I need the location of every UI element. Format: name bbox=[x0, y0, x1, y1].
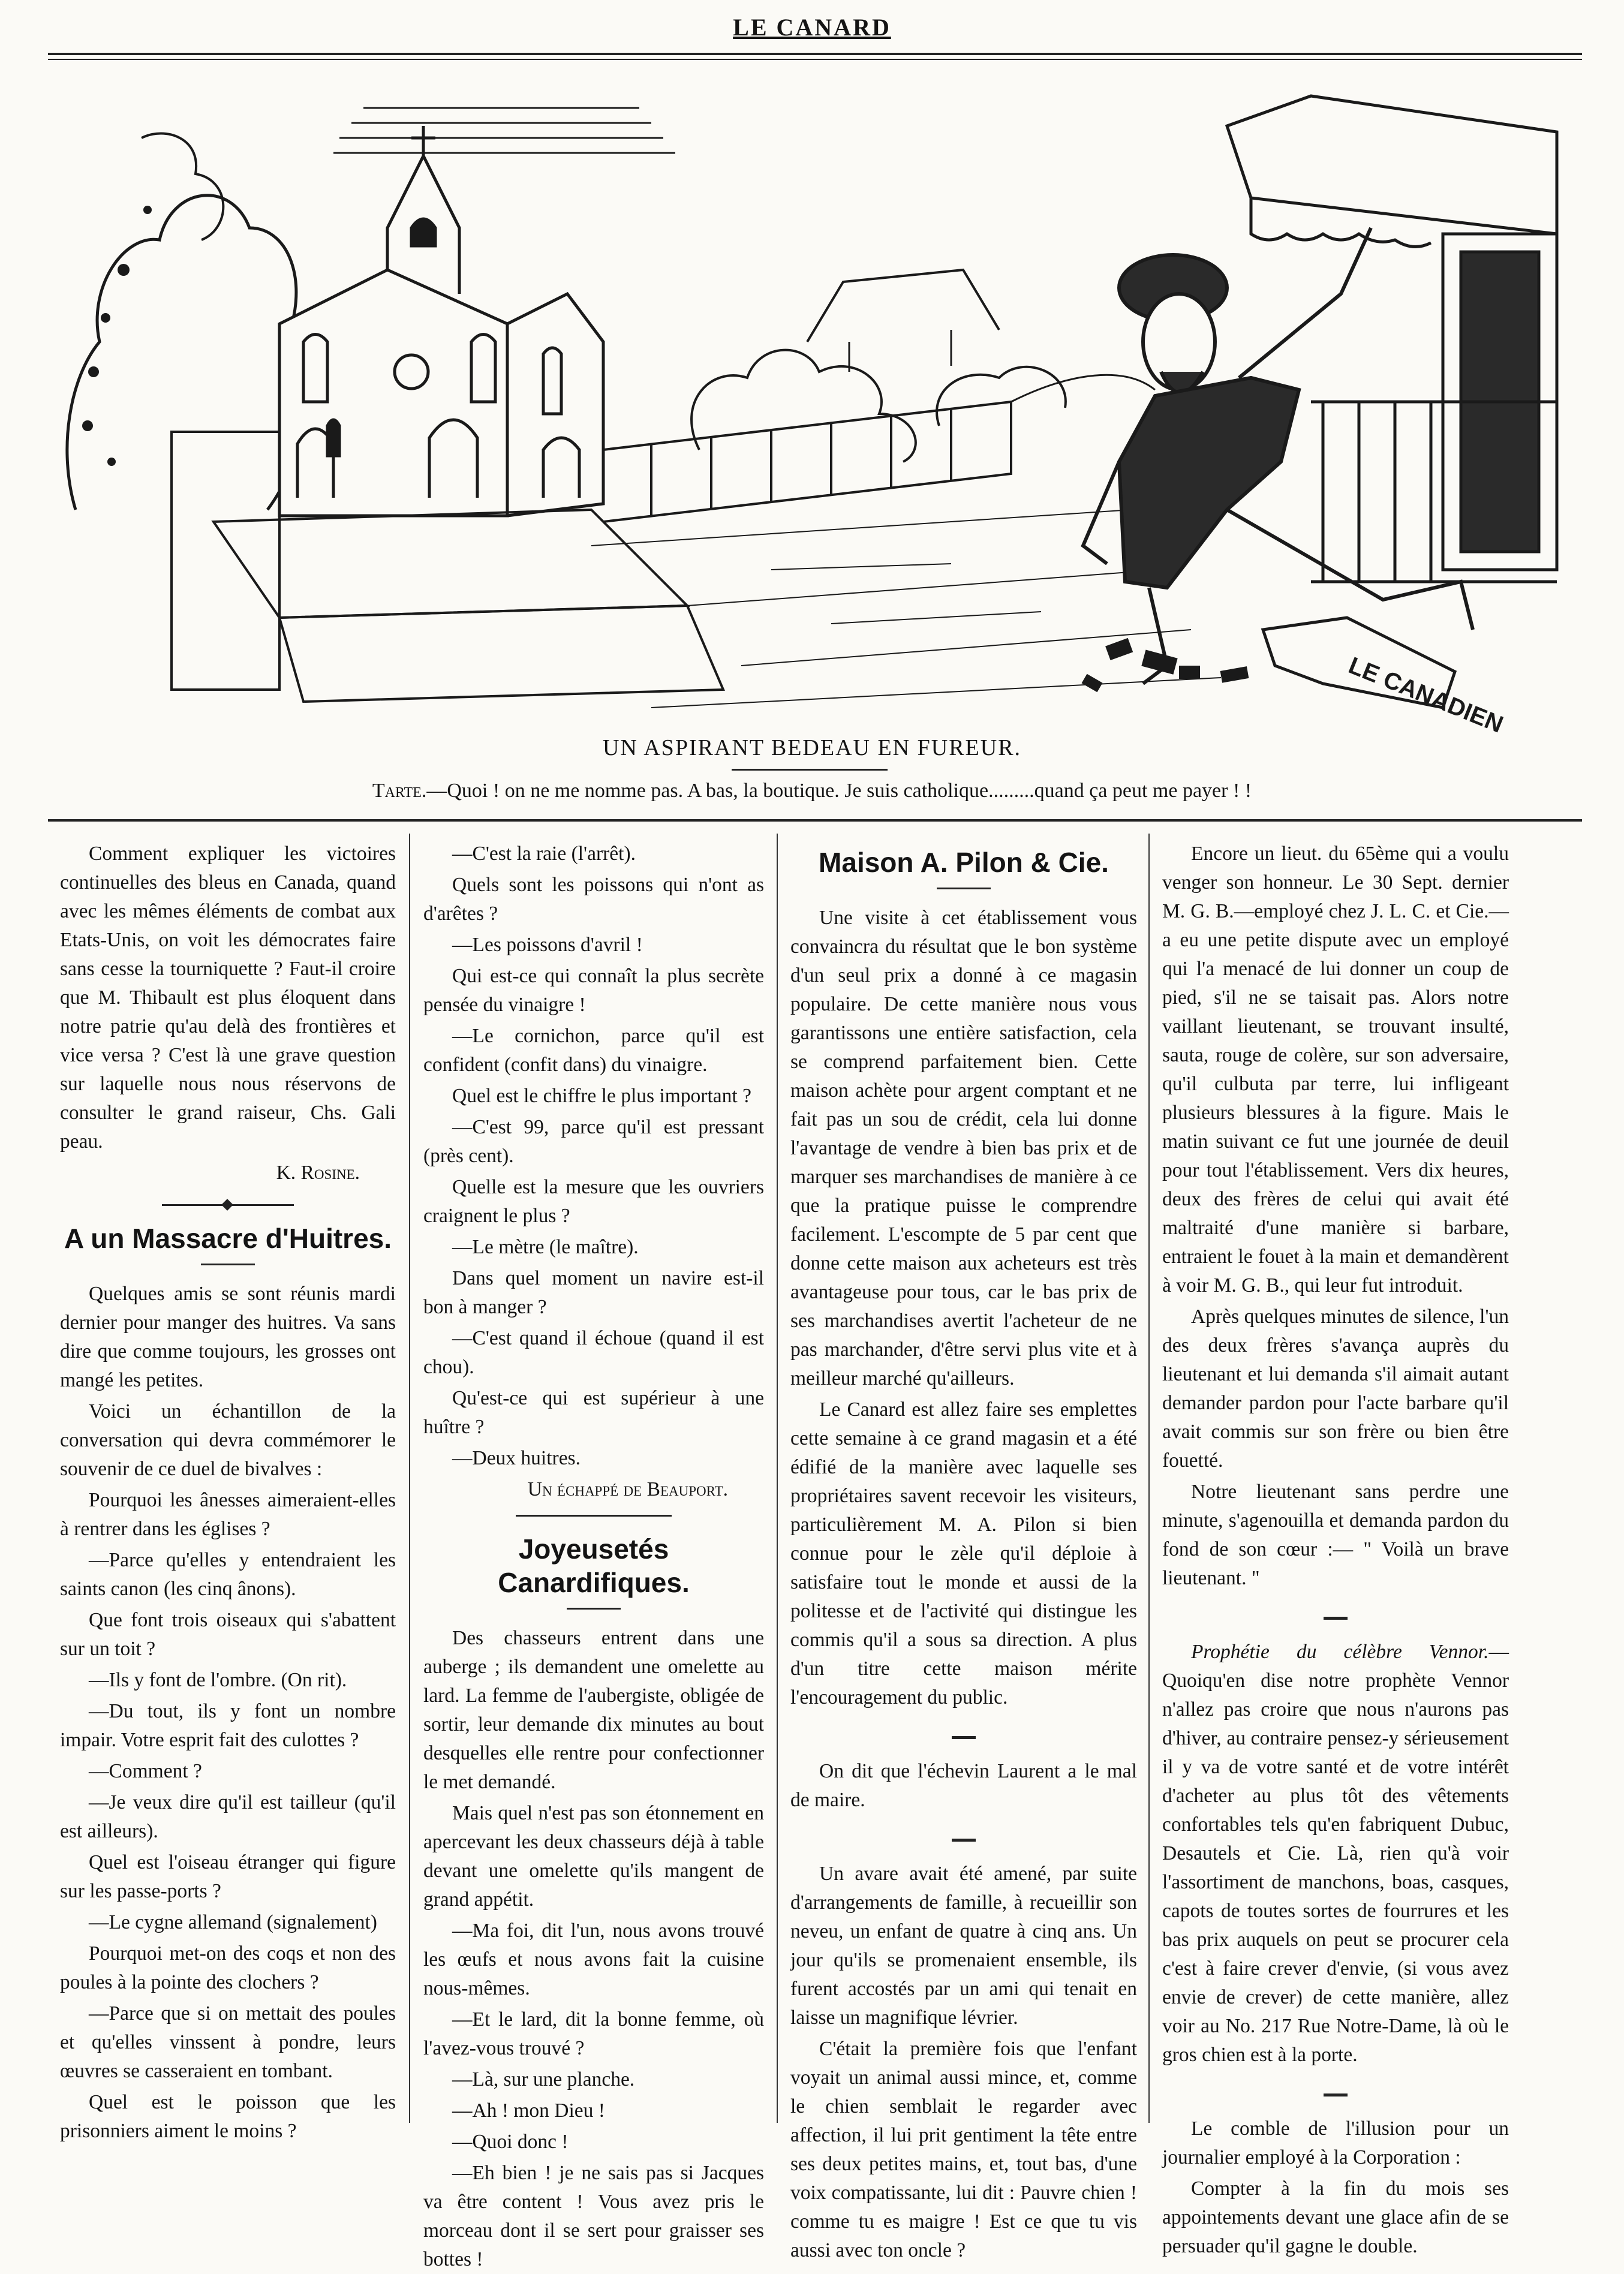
article-paragraph: —C'est quand il échoue (quand il est chou). bbox=[423, 1327, 764, 1378]
banner-text: LE CANADIEN bbox=[1345, 652, 1507, 738]
article-paragraph: Pourquoi les ânesses aimeraient-elles à rentrer dans les églises ? bbox=[60, 1489, 396, 1540]
article-paragraph: —Le cygne allemand (signalement) bbox=[89, 1911, 377, 1933]
article-paragraph: —Parce que si on mettait des poules et qu'elles vinssent à pondre, leurs œuvres se casseraient en tombant. bbox=[60, 2002, 396, 2082]
article-paragraph: Quel est le chiffre le plus important ? bbox=[452, 1085, 751, 1107]
column-1 bbox=[60, 840, 396, 2142]
article-paragraph: Une visite à cet établissement vous convaincra du résultat que le bon système d'un seul prix a donné à ce magasin populaire. De cette manière nous vous garantissons une entière satisfaction, cela se comprend parfaitement bien. Cette maison achète pour argent comptant et ne fait pas un sou de crédit, cela lui donne l'avantage de vendre à bien bas prix et de marquer ses marchandises de manière à ce que la pratique puisse le comprendre facilement. L'escompte de 5 par cent que donne cette maison aux acheteurs est très avantageuse pour tous, car le bas prix de ses marchandises avertit l'acheteur de ne pas marchander, d'être servi plus vite et à meilleur marché qu'ailleurs. bbox=[790, 907, 1137, 1389]
article-paragraph: —Le mètre (le maître). bbox=[452, 1236, 639, 1258]
short-rule bbox=[952, 1736, 976, 1739]
article-text: —Quoiqu'en dise notre prophète Vennor n'allez pas croire que nous n'aurons pas d'hiver, au contraire pensez-y sérieusement il y va de votre santé et de votre intérêt d'acheter au plus tôt des vêtements confortables tels qu'en fabriquent Dubuc, Desautels et Cie. Là, rien qu'à voir l'assortiment de manchons, boas, casques, capots de toutes sortes de fourrures et les bas prix auquels on peut se procurer cela c'est à faire crever d'envie, (si vous avez envie de crever) de cette manière, allez voir au No. 217 Rue Notre-Dame, là où le gros chien est à la porte. bbox=[1162, 1641, 1509, 2066]
section-heading: A un Massacre d'Huitres. bbox=[64, 1223, 392, 1254]
article-paragraph: Mais quel n'est pas son étonnement en apercevant les deux chasseurs déjà à table devant une omelette qu'ils mangent de grand appétit. bbox=[423, 1802, 764, 1911]
article-paragraph bbox=[1162, 1638, 1509, 2070]
article-paragraph: Quelques amis se sont réunis mardi dernier pour manger des huitres. Va sans dire que comme toujours, les grosses ont mangé les petites. bbox=[60, 1283, 396, 1391]
article-paragraph: —Le cornichon, parce qu'il est confident (confit dans) du vinaigre. bbox=[423, 1025, 764, 1076]
section-heading: Joyeusetés Canardifiques. bbox=[498, 1533, 690, 1598]
column-3 bbox=[790, 840, 1137, 2261]
article-paragraph: —Et le lard, dit la bonne femme, où l'avez-vous trouvé ? bbox=[423, 2008, 764, 2059]
section-rule bbox=[516, 1515, 672, 1517]
cartoon-caption bbox=[0, 780, 1624, 802]
column-divider bbox=[777, 834, 778, 2123]
article-paragraph: —Parce qu'elles y entendraient les saints canon (les cinq ânons). bbox=[60, 1549, 396, 1600]
article-paragraph: —Comment ? bbox=[89, 1760, 202, 1782]
masthead-rule-thin bbox=[48, 59, 1582, 60]
article-paragraph: —Les poissons d'avril ! bbox=[452, 934, 643, 956]
article-paragraph: Que font trois oiseaux qui s'abattent sur un toit ? bbox=[60, 1609, 396, 1660]
article-paragraph: Après quelques minutes de silence, l'un des deux frères s'avança auprès du lieutenant et lui demanda s'il aimait autant demander pardon pour l'acte barbare qu'il avait commis sur son frère ou bien être fouetté. bbox=[1162, 1306, 1509, 1472]
short-rule bbox=[201, 1264, 255, 1265]
cartoon-illustration bbox=[52, 90, 1578, 738]
article-paragraph: —Quoi donc ! bbox=[452, 2131, 569, 2153]
article-paragraph: Voici un échantillon de la conversation qui devra commémorer le souvenir de ce duel de bivalves : bbox=[60, 1400, 396, 1480]
article-paragraph: Compter à la fin du mois ses appointements devant une glace afin de se persuader qu'il gagne le double. bbox=[1162, 2177, 1509, 2257]
article-paragraph: —Ma foi, dit l'un, nous avons trouvé les œufs et nous avons fait la cuisine nous-mêmes. bbox=[423, 1920, 764, 1999]
article-paragraph: C'était la première fois que l'enfant voyait un animal aussi mince, et, comme le chien semblait le regarder avec affection, il lui prit gentiment la tête entre ses deux petites mains, et, tout bas, d'une voix compatissante, lui dit : Pauvre chien ! comme tu es maigre ! Est ce que tu vis aussi avec ton oncle ? bbox=[790, 2038, 1137, 2261]
column-2 bbox=[423, 840, 764, 2270]
caption-rule bbox=[48, 819, 1582, 822]
signature: Un échappé de Beauport. bbox=[527, 1478, 728, 1500]
short-rule bbox=[937, 888, 991, 889]
signature: K. Rosine. bbox=[276, 1162, 360, 1184]
article-paragraph: —Je veux dire qu'il est tailleur (qu'il est ailleurs). bbox=[60, 1791, 396, 1842]
article-paragraph: Un avare avait été amené, par suite d'arrangements de famille, à recueillir son neveu, un enfant de quatre à cinq ans. Un jour qu'ils se promenaient ensemble, ils furent accostés par un ami qui tenait en laisse un magnifique lévrier. bbox=[790, 1863, 1137, 2029]
article-paragraph: On dit que l'échevin Laurent a le mal de maire. bbox=[790, 1760, 1137, 1811]
article-paragraph: —C'est 99, parce qu'il est pressant (près cent). bbox=[423, 1116, 764, 1167]
masthead-rule bbox=[48, 53, 1582, 55]
caption-line: —Quoi ! on ne me nomme pas. A bas, la boutique. Je suis catholique.........quand ça peut me payer ! ! bbox=[426, 780, 1252, 802]
article-paragraph: Quel est l'oiseau étranger qui figure sur les passe-ports ? bbox=[60, 1851, 396, 1902]
article-paragraph: —C'est la raie (l'arrêt). bbox=[452, 843, 636, 865]
short-rule bbox=[1324, 2093, 1348, 2096]
article-paragraph: Encore un lieut. du 65ème qui a voulu venger son honneur. Le 30 Sept. dernier M. G. B.—employé chez J. L. C. et Cie.—a eu une petite dispute avec un employé qui l'a menacé de lui donner un coup de pied, s'il ne se taisait pas. Alors notre vaillant lieutenant, se trouvant insulté, sauta, rouge de colère, sur son adversaire, qu'il culbuta par terre, lui infligeant plusieurs blessures à la figure. Mais le matin suivant ce fut une journée de deuil pour tout l'établissement. Vers dix heures, deux des frères de celui qui avait été maltraité d'une manière si barbare, entraient le fouet à la main et demandèrent à voir M. G. B., qui leur fut introduit. bbox=[1162, 843, 1509, 1297]
article-paragraph: —Là, sur une planche. bbox=[452, 2068, 635, 2090]
article-paragraph: Dans quel moment un navire est-il bon à manger ? bbox=[423, 1267, 764, 1318]
column-4 bbox=[1162, 840, 1509, 2257]
column-divider bbox=[1148, 834, 1150, 2123]
short-rule bbox=[952, 1839, 976, 1842]
article-paragraph: Qui est-ce qui connaît la plus secrète pensée du vinaigre ! bbox=[423, 965, 764, 1016]
caption-divider bbox=[732, 769, 888, 771]
cartoon-title: UN ASPIRANT BEDEAU EN FUREUR. bbox=[602, 735, 1022, 760]
article-paragraph: Le Canard est allez faire ses emplettes cette semaine à ce grand magasin et a été édifié de la manière avec laquelle ses propriétaires savent recevoir les visiteurs, particulièrement M. A. Pilon si bien connue pour le zèle qu'il déploie à satisfaire tout le monde et aussi de la politesse et de l'activité qui distingue les commis qu'il a sous sa direction. A plus d'un titre cette maison mérite l'encouragement du public. bbox=[790, 1398, 1137, 1708]
article-paragraph: Qu'est-ce qui est supérieur à une huître ? bbox=[423, 1387, 764, 1438]
article-paragraph: Quels sont les poissons qui n'ont as d'arêtes ? bbox=[423, 874, 764, 925]
article-paragraph: —Deux huitres. bbox=[452, 1447, 581, 1469]
article-paragraph: Pourquoi met-on des coqs et non des poules à la pointe des clochers ? bbox=[60, 1942, 396, 1993]
article-paragraph: —Du tout, ils y font un nombre impair. Votre esprit fait des culottes ? bbox=[60, 1700, 396, 1751]
article-paragraph: —Eh bien ! je ne sais pas si Jacques va être content ! Vous avez pris le morceau dont il se sert pour graisser ses bottes ! bbox=[423, 2162, 764, 2270]
article-title: Prophétie du célèbre Vennor. bbox=[1191, 1641, 1489, 1663]
short-rule bbox=[1324, 1617, 1348, 1620]
article-paragraph: —Ils y font de l'ombre. (On rit). bbox=[89, 1669, 347, 1691]
article-paragraph: —Ah ! mon Dieu ! bbox=[452, 2099, 605, 2122]
article-paragraph: Quel est le poisson que les prisonniers aiment le moins ? bbox=[60, 2091, 396, 2142]
caption-speaker: Tarte. bbox=[372, 780, 427, 802]
article-paragraph: Quelle est la mesure que les ouvriers craignent le plus ? bbox=[423, 1176, 764, 1227]
ornament-divider bbox=[162, 1204, 294, 1206]
masthead: LE CANARD bbox=[733, 14, 891, 41]
article-paragraph: Notre lieutenant sans perdre une minute, s'agenouilla et demanda pardon du fond de son cœur :— " Voilà un brave lieutenant. " bbox=[1162, 1481, 1509, 1589]
article-paragraph: Le comble de l'illusion pour un journalier employé à la Corporation : bbox=[1162, 2117, 1509, 2168]
column-divider bbox=[409, 834, 410, 2123]
section-heading: Maison A. Pilon & Cie. bbox=[819, 847, 1109, 878]
article-paragraph: Des chasseurs entrent dans une auberge ; ils demandent une omelette au lard. La femme de l'aubergiste, obligée de sortir, leur demande dix minutes au bout desquelles elle rentre pour confectionner le met demandé. bbox=[423, 1627, 764, 1793]
article-paragraph: Comment expliquer les victoires continuelles des bleus en Canada, quand avec les mêmes éléments de combat aux Etats-Unis, on voit les démocrates faire sans cesse la tourniquette ? Faut-il croire que M. Thibault est plus éloquent dans notre patrie qu'au delà des frontières et vice versa ? C'est là une grave question sur laquelle nous nous réservons de consulter le grand raiseur, Chs. Gali peau. bbox=[60, 843, 396, 1153]
short-rule bbox=[567, 1608, 621, 1610]
